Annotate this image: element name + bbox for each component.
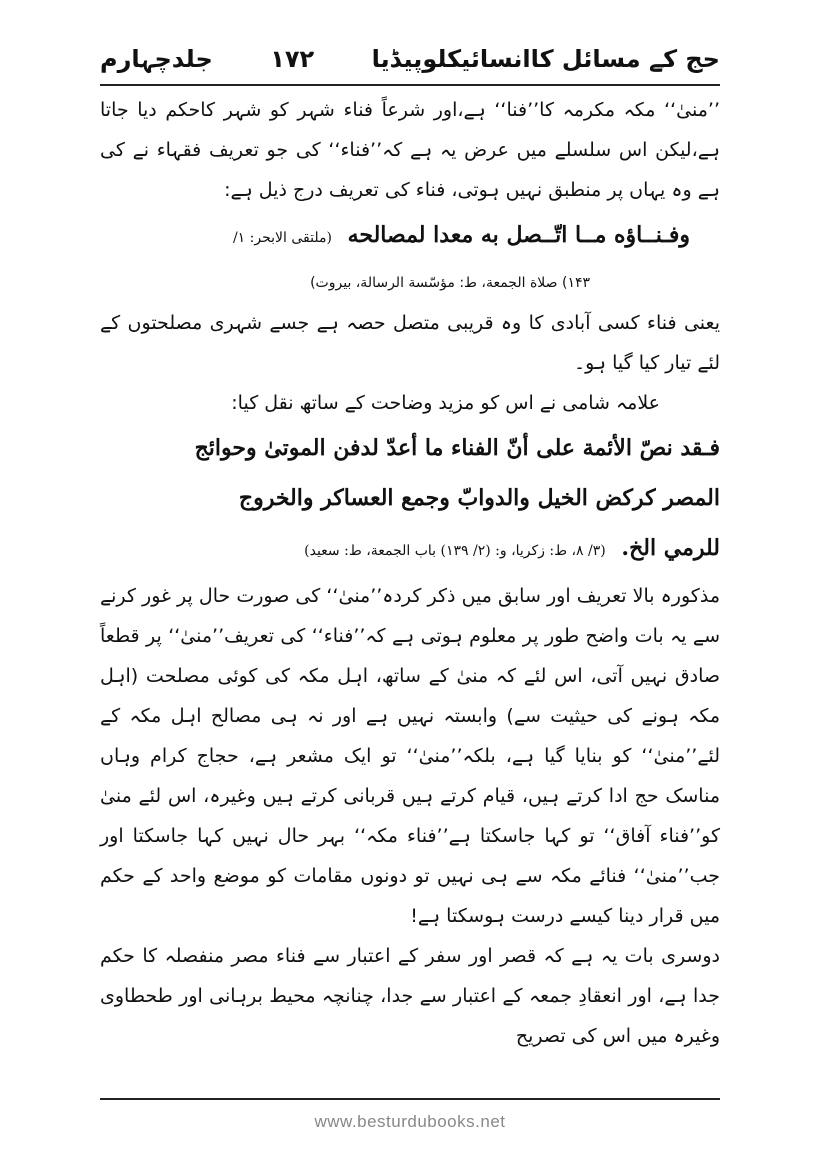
paragraph-2: یعنی فناء کسی آبادی کا وہ قریبی متصل حصہ ہے جسے شہری مصلحتوں کے لئے تیار کیا گیا ہو۔ [100,312,720,374]
paragraph-4: مذکورہ بالا تعریف اور سابق میں ذکر کردہ’’منیٰ‘‘ کی صورت حال پر غور کرنے سے یہ بات واضح طور پر معلوم ہوتی ہے کہ’’فناء‘‘ کی تعریف’’منیٰ‘‘ پر قطعاً صادق نہیں آتی، اس لئے کہ منیٰ کے ساتھ، اہل مکہ کی کوئی مصلحت (اہل مکہ ہونے کی حیثیت سے) وابستہ نہیں ہے اور نہ ہی مصالح اہل مکہ کے لئے’’منیٰ‘‘ کو بنایا گیا ہے، بلکہ’’منیٰ‘‘ تو ایک مشعر ہے، حجاج کرام وہاں مناسک حج ادا کرتے ہیں، قیام کرتے ہیں قربانی کرتے ہیں وغیرہ، اس لئے منیٰ کو’’فناء آفاق‘‘ تو کہا جاسکتا ہے’’فناء مکہ‘‘ بہر حال نہیں کہا جاسکتا اور جب’’منیٰ‘‘ فنائے مکہ سے ہی نہیں تو دونوں مقامات کو موضع واحد کے حکم میں قرار دینا کیسے درست ہوسکتا ہے! [100,585,720,927]
paragraph-1: ’’منیٰ‘‘ مکہ مکرمہ کا’’فنا‘‘ ہے،اور شرعاً فناء شہر کو شہر کاحکم دیا جاتا ہے،لیکن اس سلسلے میں عرض یہ ہے کہ’’فناء‘‘ کی جو تعریف فقہاء نے کی ہے وہ یہاں پر منطبق نہیں ہوتی، فناء کی تعریف درج ذیل ہے: [100,99,720,201]
arabic-quote-2-line-1: فـقد نصّ الأئمة على أنّ الفناء ما أعدّ لدفن الموتىٰ وحوائج [194,435,720,461]
watermark-url: www.besturdubooks.net [314,1112,506,1131]
paragraph-3: علامہ شامی نے اس کو مزید وضاحت کے ساتھ نقل کیا: [231,392,660,414]
page-body [100,90,720,1094]
arabic-quote-1-text: وفـنــاؤه مــا اتّــصل به معدا لمصالحه [347,222,690,248]
arabic-quote-2-line-3-text: للرمي الخ. [621,535,720,561]
arabic-quote-1-reference: (ملتقی الابحر: ۱/ [232,230,332,246]
arabic-quote-2-reference: (۳/ ۸، ط: زکریا، و: (۲/ ۱۳۹) باب الجمعة، ط: سعيد) [304,543,606,559]
arabic-quote-2-line-3 [100,523,720,576]
book-title: حج کے مسائل کاانسائیکلوپیڈیا [371,45,720,73]
header-rule [100,84,720,86]
footer-rule [100,1098,720,1100]
arabic-quote-1-reference-continued: ۱۴۳) صلاة الجمعة، ط: مؤسّسة الرسالة، بيروت) [310,275,590,291]
page-number: ۱۷۲ [270,45,315,73]
volume-label: جلدچہارم [100,45,213,73]
paragraph-5: دوسری بات یہ ہے کہ قصر اور سفر کے اعتبار سے فناء مصر منفصلہ کا حکم جدا ہے، اور انعقادِ جمعہ کے اعتبار سے جدا، چنانچہ محیط برہانی اور طحطاوی وغیرہ میں اس کی تصریح [100,945,720,1047]
arabic-quote-2-line-2: المصر كركض الخيل والدوابّ وجمع العساكر والخروج [238,485,720,511]
page-header [100,36,720,82]
arabic-quote-1 [100,210,720,263]
